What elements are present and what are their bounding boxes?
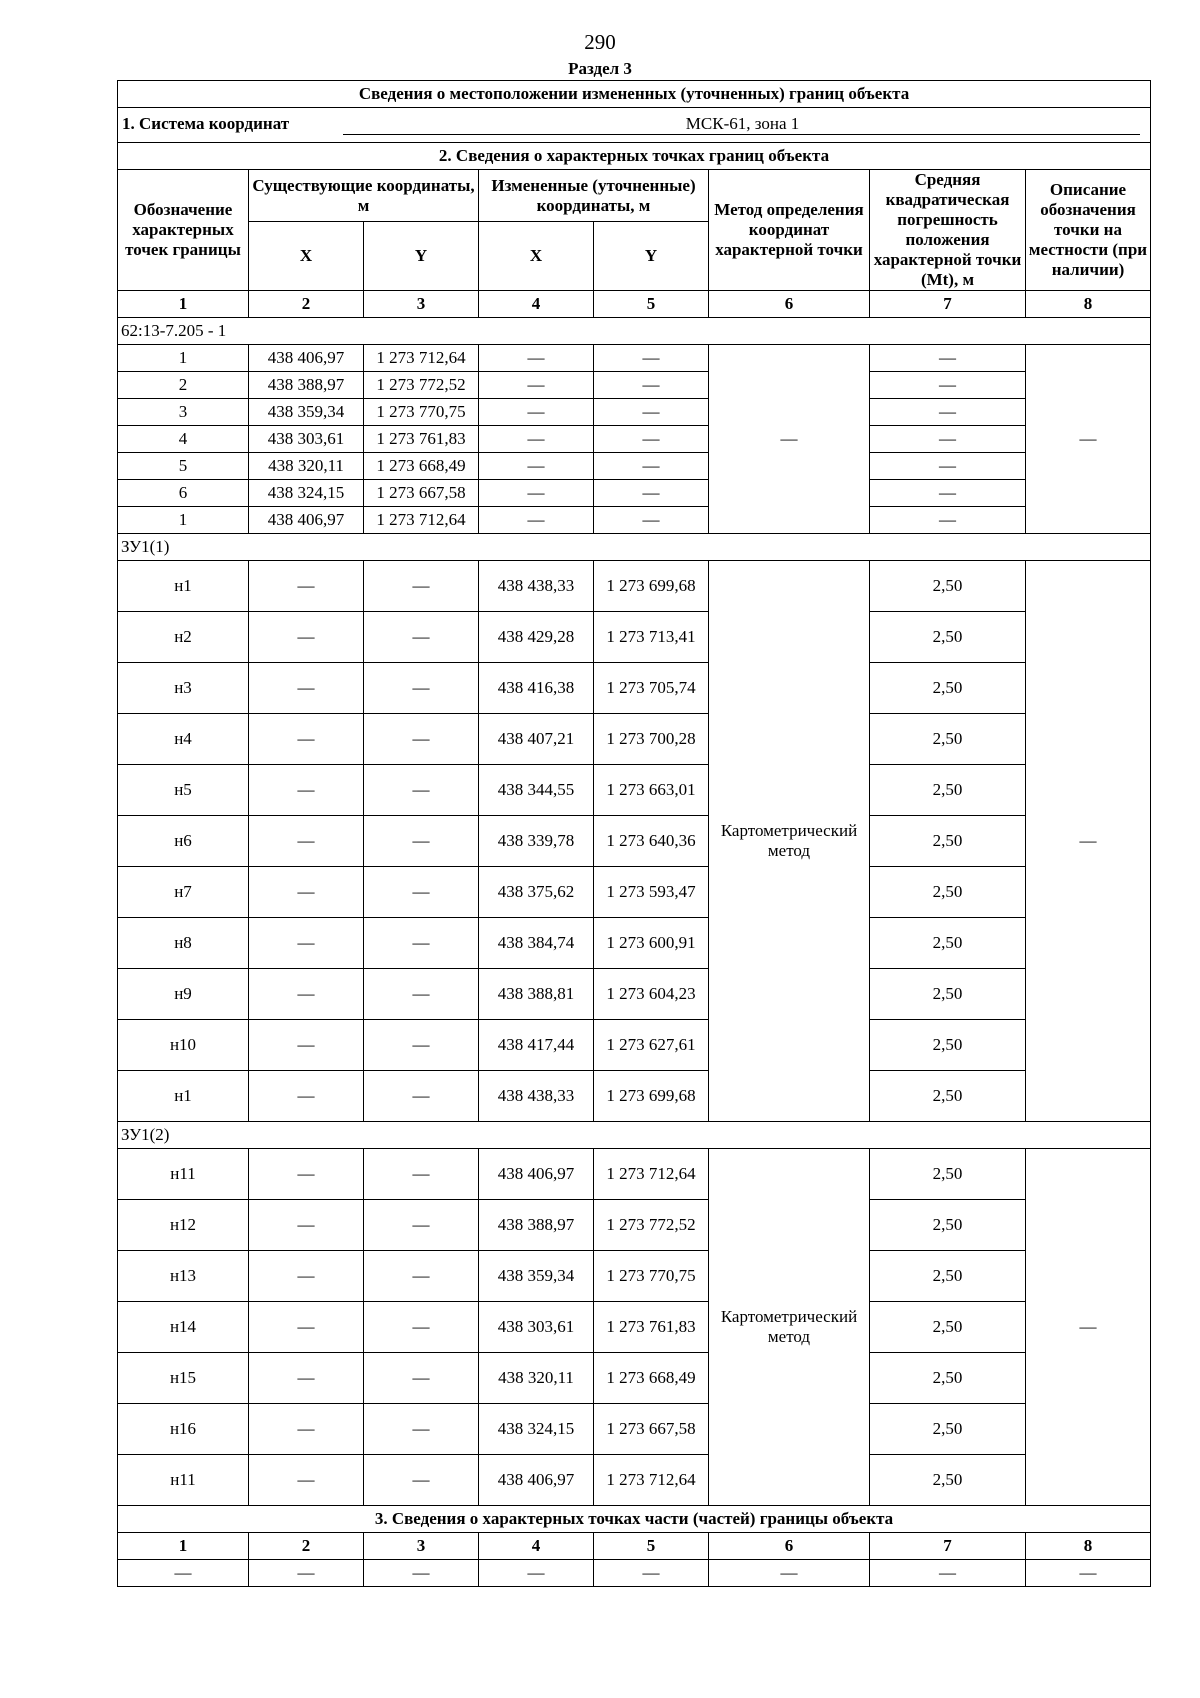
header-description: Описание обозначения точки на местности (при наличии): [1026, 170, 1151, 291]
table-row: [118, 663, 1151, 714]
coord-system-row: [118, 108, 1151, 143]
segment-label: ЗУ1(2): [118, 1122, 1151, 1149]
changed-y: 1 273 667,58: [594, 1404, 709, 1455]
segment-label: ЗУ1(1): [118, 534, 1151, 561]
existing-y: —: [364, 918, 479, 969]
header-x-changed: X: [479, 222, 594, 291]
changed-y: 1 273 770,75: [594, 1251, 709, 1302]
point-label: н12: [118, 1200, 249, 1251]
existing-x: 438 406,97: [249, 345, 364, 372]
col-number: 7: [870, 291, 1026, 318]
changed-y: 1 273 600,91: [594, 918, 709, 969]
changed-x: 438 429,28: [479, 612, 594, 663]
existing-x: 438 359,34: [249, 399, 364, 426]
table-row: [118, 1251, 1151, 1302]
existing-y: —: [364, 1200, 479, 1251]
table-row: [118, 1071, 1151, 1122]
part2-title: 2. Сведения о характерных точках границ объекта: [118, 143, 1151, 170]
coord-system-label: 1. Система координат: [122, 114, 290, 133]
mt-value: —: [870, 372, 1026, 399]
mt-value: 2,50: [870, 1455, 1026, 1506]
mt-value: 2,50: [870, 1251, 1026, 1302]
method-cell: —: [709, 345, 870, 534]
header-point-label: Обозначение характерных точек границы: [118, 170, 249, 291]
method-cell: Картометрический метод: [709, 1149, 870, 1506]
existing-x: —: [249, 1251, 364, 1302]
point-label: н8: [118, 918, 249, 969]
existing-x: —: [249, 714, 364, 765]
existing-y: —: [364, 1404, 479, 1455]
changed-y: 1 273 700,28: [594, 714, 709, 765]
col-number: 8: [1026, 291, 1151, 318]
changed-x: —: [479, 426, 594, 453]
part3-cell: —: [118, 1560, 249, 1587]
col-number: 6: [709, 1533, 870, 1560]
page-number: 290: [584, 30, 616, 54]
boundary-table: [117, 80, 1151, 1587]
existing-x: —: [249, 867, 364, 918]
changed-x: 438 406,97: [479, 1149, 594, 1200]
table-row: [118, 399, 1151, 426]
changed-x: —: [479, 345, 594, 372]
changed-y: —: [594, 399, 709, 426]
table-row: [118, 426, 1151, 453]
table-row: [118, 1455, 1151, 1506]
segment-label-row: [118, 1122, 1151, 1149]
existing-x: —: [249, 1455, 364, 1506]
existing-y: 1 273 668,49: [364, 453, 479, 480]
existing-x: 438 303,61: [249, 426, 364, 453]
changed-x: 438 375,62: [479, 867, 594, 918]
changed-y: 1 273 593,47: [594, 867, 709, 918]
point-label: 3: [118, 399, 249, 426]
table-row: [118, 1020, 1151, 1071]
part3-cell: —: [249, 1560, 364, 1587]
changed-y: —: [594, 507, 709, 534]
changed-x: 438 407,21: [479, 714, 594, 765]
existing-y: —: [364, 765, 479, 816]
existing-y: —: [364, 612, 479, 663]
main-title: Сведения о местоположении измененных (уточненных) границ объекта: [118, 81, 1151, 108]
changed-x: 438 417,44: [479, 1020, 594, 1071]
mt-value: 2,50: [870, 867, 1026, 918]
part3-cell: —: [479, 1560, 594, 1587]
method-cell: Картометрический метод: [709, 561, 870, 1122]
col-number: 5: [594, 1533, 709, 1560]
changed-y: 1 273 713,41: [594, 612, 709, 663]
table-row: [118, 1302, 1151, 1353]
point-label: н7: [118, 867, 249, 918]
mt-value: —: [870, 399, 1026, 426]
changed-y: 1 273 712,64: [594, 1149, 709, 1200]
changed-y: 1 273 699,68: [594, 1071, 709, 1122]
point-label: н1: [118, 561, 249, 612]
coord-system-value: МСК-61, зона 1: [343, 114, 1140, 135]
existing-y: —: [364, 867, 479, 918]
mt-value: 2,50: [870, 816, 1026, 867]
changed-x: 438 339,78: [479, 816, 594, 867]
changed-y: —: [594, 480, 709, 507]
col-number: 1: [118, 1533, 249, 1560]
mt-value: 2,50: [870, 714, 1026, 765]
point-label: 5: [118, 453, 249, 480]
changed-y: 1 273 640,36: [594, 816, 709, 867]
existing-y: —: [364, 663, 479, 714]
changed-y: 1 273 712,64: [594, 1455, 709, 1506]
changed-x: 438 416,38: [479, 663, 594, 714]
changed-y: 1 273 772,52: [594, 1200, 709, 1251]
table-row: [118, 1353, 1151, 1404]
point-label: н9: [118, 969, 249, 1020]
existing-y: 1 273 667,58: [364, 480, 479, 507]
point-label: н11: [118, 1455, 249, 1506]
existing-x: —: [249, 1149, 364, 1200]
point-label: 6: [118, 480, 249, 507]
changed-x: —: [479, 399, 594, 426]
mt-value: 2,50: [870, 969, 1026, 1020]
table-row: [118, 867, 1151, 918]
existing-x: —: [249, 1071, 364, 1122]
col-number: 5: [594, 291, 709, 318]
existing-x: —: [249, 1404, 364, 1455]
col-number: 4: [479, 1533, 594, 1560]
mt-value: 2,50: [870, 1071, 1026, 1122]
existing-y: —: [364, 969, 479, 1020]
header-y-existing: Y: [364, 222, 479, 291]
point-label: 2: [118, 372, 249, 399]
point-label: н2: [118, 612, 249, 663]
existing-x: —: [249, 612, 364, 663]
point-label: 1: [118, 345, 249, 372]
mt-value: 2,50: [870, 765, 1026, 816]
point-label: н3: [118, 663, 249, 714]
point-label: н6: [118, 816, 249, 867]
changed-y: —: [594, 372, 709, 399]
mt-value: 2,50: [870, 561, 1026, 612]
mt-value: —: [870, 426, 1026, 453]
header-mt: Средняя квадратическая погрешность положения характерной точки (Mt), м: [870, 170, 1026, 291]
changed-y: 1 273 699,68: [594, 561, 709, 612]
changed-x: 438 359,34: [479, 1251, 594, 1302]
table-row: [118, 453, 1151, 480]
description-cell: —: [1026, 1149, 1151, 1506]
point-label: 4: [118, 426, 249, 453]
segment-label-row: [118, 318, 1151, 345]
table-row: [118, 918, 1151, 969]
part3-title: 3. Сведения о характерных точках части (частей) границы объекта: [118, 1506, 1151, 1533]
existing-x: —: [249, 1353, 364, 1404]
table-row: [118, 765, 1151, 816]
existing-y: —: [364, 561, 479, 612]
changed-x: —: [479, 453, 594, 480]
section-title: Раздел 3: [568, 59, 632, 78]
part3-cell: —: [870, 1560, 1026, 1587]
header-existing-coords: Существующие координаты, м: [249, 170, 479, 222]
changed-y: 1 273 627,61: [594, 1020, 709, 1071]
existing-x: 438 388,97: [249, 372, 364, 399]
existing-y: —: [364, 816, 479, 867]
table-row: [118, 372, 1151, 399]
mt-value: 2,50: [870, 1353, 1026, 1404]
changed-x: —: [479, 372, 594, 399]
existing-x: 438 320,11: [249, 453, 364, 480]
mt-value: 2,50: [870, 1149, 1026, 1200]
existing-y: —: [364, 1071, 479, 1122]
existing-y: 1 273 770,75: [364, 399, 479, 426]
changed-x: 438 344,55: [479, 765, 594, 816]
col-number: 2: [249, 1533, 364, 1560]
point-label: н4: [118, 714, 249, 765]
existing-x: —: [249, 1302, 364, 1353]
header-changed-coords: Измененные (уточненные) координаты, м: [479, 170, 709, 222]
table-row: [118, 480, 1151, 507]
changed-x: 438 406,97: [479, 1455, 594, 1506]
changed-x: 438 388,97: [479, 1200, 594, 1251]
table-row: [118, 345, 1151, 372]
col-number: 6: [709, 291, 870, 318]
point-label: н10: [118, 1020, 249, 1071]
col-number: 2: [249, 291, 364, 318]
point-label: н14: [118, 1302, 249, 1353]
existing-x: 438 324,15: [249, 480, 364, 507]
changed-x: 438 384,74: [479, 918, 594, 969]
mt-value: —: [870, 507, 1026, 534]
changed-x: 438 388,81: [479, 969, 594, 1020]
existing-x: —: [249, 1020, 364, 1071]
point-label: 1: [118, 507, 249, 534]
mt-value: 2,50: [870, 1404, 1026, 1455]
changed-y: 1 273 663,01: [594, 765, 709, 816]
existing-x: —: [249, 816, 364, 867]
existing-y: —: [364, 1455, 479, 1506]
existing-y: —: [364, 1353, 479, 1404]
table-row: [118, 816, 1151, 867]
changed-y: —: [594, 426, 709, 453]
existing-y: —: [364, 1020, 479, 1071]
changed-x: 438 324,15: [479, 1404, 594, 1455]
changed-y: 1 273 705,74: [594, 663, 709, 714]
existing-x: —: [249, 918, 364, 969]
col-number: 4: [479, 291, 594, 318]
changed-x: —: [479, 480, 594, 507]
existing-x: —: [249, 969, 364, 1020]
mt-value: —: [870, 480, 1026, 507]
part3-cell: —: [1026, 1560, 1151, 1587]
point-label: н5: [118, 765, 249, 816]
table-row: [118, 561, 1151, 612]
col-number: 3: [364, 291, 479, 318]
part3-cell: —: [709, 1560, 870, 1587]
segment-label: 62:13-7.205 - 1: [118, 318, 1151, 345]
changed-y: 1 273 668,49: [594, 1353, 709, 1404]
table-row: [118, 714, 1151, 765]
changed-x: —: [479, 507, 594, 534]
mt-value: 2,50: [870, 1020, 1026, 1071]
table-row: [118, 1200, 1151, 1251]
table-row: [118, 1560, 1151, 1587]
changed-y: —: [594, 345, 709, 372]
point-label: н15: [118, 1353, 249, 1404]
table-row: [118, 969, 1151, 1020]
col-number: 1: [118, 291, 249, 318]
changed-y: 1 273 604,23: [594, 969, 709, 1020]
point-label: н1: [118, 1071, 249, 1122]
part3-cell: —: [364, 1560, 479, 1587]
changed-x: 438 438,33: [479, 1071, 594, 1122]
mt-value: 2,50: [870, 1200, 1026, 1251]
col-number: 3: [364, 1533, 479, 1560]
existing-y: —: [364, 1251, 479, 1302]
table-row: [118, 1149, 1151, 1200]
header-method: Метод определения координат характерной точки: [709, 170, 870, 291]
existing-x: —: [249, 1200, 364, 1251]
table-row: [118, 612, 1151, 663]
header-x-existing: X: [249, 222, 364, 291]
existing-y: 1 273 712,64: [364, 345, 479, 372]
existing-y: 1 273 712,64: [364, 507, 479, 534]
mt-value: 2,50: [870, 663, 1026, 714]
changed-y: —: [594, 453, 709, 480]
part3-cell: —: [594, 1560, 709, 1587]
changed-x: 438 320,11: [479, 1353, 594, 1404]
existing-y: 1 273 772,52: [364, 372, 479, 399]
changed-x: 438 303,61: [479, 1302, 594, 1353]
existing-y: 1 273 761,83: [364, 426, 479, 453]
mt-value: 2,50: [870, 612, 1026, 663]
col-number: 7: [870, 1533, 1026, 1560]
existing-y: —: [364, 714, 479, 765]
description-cell: —: [1026, 345, 1151, 534]
existing-x: —: [249, 663, 364, 714]
changed-x: 438 438,33: [479, 561, 594, 612]
changed-y: 1 273 761,83: [594, 1302, 709, 1353]
mt-value: —: [870, 345, 1026, 372]
segment-label-row: [118, 534, 1151, 561]
existing-y: —: [364, 1302, 479, 1353]
header-y-changed: Y: [594, 222, 709, 291]
existing-x: —: [249, 561, 364, 612]
existing-x: —: [249, 765, 364, 816]
mt-value: 2,50: [870, 918, 1026, 969]
col-number: 8: [1026, 1533, 1151, 1560]
point-label: н16: [118, 1404, 249, 1455]
description-cell: —: [1026, 561, 1151, 1122]
table-row: [118, 507, 1151, 534]
table-row: [118, 1404, 1151, 1455]
mt-value: —: [870, 453, 1026, 480]
existing-y: —: [364, 1149, 479, 1200]
point-label: н11: [118, 1149, 249, 1200]
mt-value: 2,50: [870, 1302, 1026, 1353]
point-label: н13: [118, 1251, 249, 1302]
existing-x: 438 406,97: [249, 507, 364, 534]
